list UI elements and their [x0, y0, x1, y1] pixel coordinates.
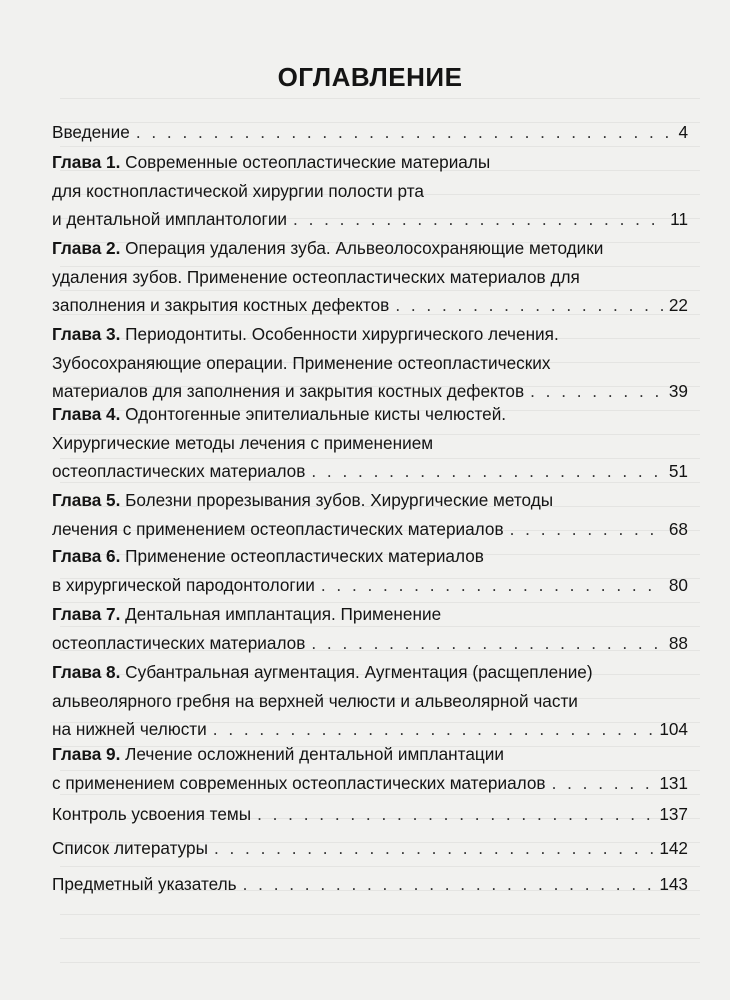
entry-title-line: Применение остеопластических материалов [125, 546, 484, 566]
entry-title-line: с применением современных остеопластических материалов [52, 772, 546, 793]
entry-title-line: для костнопластической хирургии полости рта [52, 180, 424, 201]
entry-title-line: Болезни прорезывания зубов. Хирургические методы [125, 490, 554, 510]
leader-dots [395, 291, 663, 320]
entry-title-line: Операция удаления зуба. Альвеолосохраняющие методики [125, 238, 604, 258]
toc-page [52, 0, 688, 1000]
entry-title-line: заполнения и закрытия костных дефектов [52, 295, 390, 315]
leader-dots [257, 800, 653, 829]
toc-entry-chapter-4[interactable] [52, 400, 688, 486]
toc-entry-subject-index[interactable] [52, 870, 688, 899]
leader-dots [321, 571, 663, 600]
toc-entry-introduction[interactable] [52, 118, 688, 147]
entry-title-line: остеопластических материалов [52, 632, 306, 653]
entry-title: Список литературы [52, 838, 208, 858]
chapter-label: Глава 5. [52, 490, 121, 510]
page-title: ОГЛАВЛЕНИЕ [277, 62, 463, 92]
toc-entry-chapter-8[interactable] [52, 658, 688, 744]
page-number: 104 [659, 719, 688, 739]
leader-dots [311, 457, 663, 486]
page-number: 137 [659, 804, 688, 824]
entry-title-line: альвеолярного гребня на верхней челюсти и альвеолярной части [52, 690, 578, 711]
toc-entry-chapter-6[interactable] [52, 542, 688, 599]
entry-title-line: Субантральная аугментация. Аугментация (расщепление) [125, 662, 593, 682]
entry-title-line: Хирургические методы лечения с применением [52, 432, 434, 453]
entry-title-line: остеопластических материалов [52, 461, 306, 481]
page-number: 80 [668, 574, 688, 595]
entry-title-line: Современные остеопластические материалы [125, 152, 491, 172]
entry-title: Контроль усвоения темы [52, 804, 252, 824]
entry-title-line: лечения с применением остеопластических материалов [52, 518, 504, 539]
entry-title-line: и дентальной имплантологии [52, 209, 288, 229]
leader-dots [552, 769, 654, 798]
chapter-label: Глава 8. [52, 662, 121, 682]
chapter-label: Глава 7. [52, 604, 121, 624]
toc-entry-self-check[interactable] [52, 800, 688, 829]
chapter-label: Глава 4. [52, 404, 121, 424]
entry-title-line: удаления зубов. Применение остеопластических материалов для [52, 266, 580, 287]
page-number: 22 [668, 295, 688, 315]
page-number: 4 [678, 122, 688, 142]
entry-title-line: Лечение осложнений дентальной имплантации [125, 744, 504, 764]
page-number: 142 [659, 838, 688, 858]
entry-title-line: Периодонтиты. Особенности хирургического лечения. [125, 324, 559, 344]
page-number: 51 [668, 461, 688, 481]
chapter-label: Глава 6. [52, 546, 121, 566]
toc-entry-chapter-9[interactable] [52, 740, 688, 797]
chapter-label: Глава 1. [52, 152, 121, 172]
page-number: 39 [668, 381, 688, 401]
entry-title-line: Одонтогенные эпителиальные кисты челюстей. [125, 404, 507, 424]
leader-dots [311, 629, 663, 658]
toc-entry-chapter-2[interactable] [52, 234, 688, 320]
entry-title-line: Зубосохраняющие операции. Применение остеопластических [52, 352, 551, 373]
page-number: 143 [659, 874, 688, 894]
page-number: 131 [659, 772, 688, 793]
leader-dots [136, 118, 673, 147]
page-number: 88 [668, 632, 688, 653]
entry-title-line: на нижней челюсти [52, 719, 207, 739]
page-number: 68 [668, 518, 688, 539]
entry-title: Предметный указатель [52, 874, 237, 894]
page-number: 11 [670, 209, 688, 229]
entry-title: Введение [52, 122, 130, 142]
toc-entry-chapter-1[interactable] [52, 148, 688, 234]
entry-title-line: Дентальная имплантация. Применение [125, 604, 442, 624]
toc-entry-chapter-5[interactable] [52, 486, 688, 543]
leader-dots [293, 205, 664, 234]
chapter-label: Глава 3. [52, 324, 121, 344]
leader-dots [510, 515, 663, 544]
leader-dots [214, 834, 653, 863]
toc-entry-chapter-7[interactable] [52, 600, 688, 657]
chapter-label: Глава 9. [52, 744, 121, 764]
leader-dots [243, 870, 654, 899]
chapter-label: Глава 2. [52, 238, 121, 258]
toc-entry-chapter-3[interactable] [52, 320, 688, 406]
entry-title-line: в хирургической пародонтологии [52, 574, 315, 595]
toc-entry-references[interactable] [52, 834, 688, 863]
entry-title-line: материалов для заполнения и закрытия костных дефектов [52, 381, 525, 401]
